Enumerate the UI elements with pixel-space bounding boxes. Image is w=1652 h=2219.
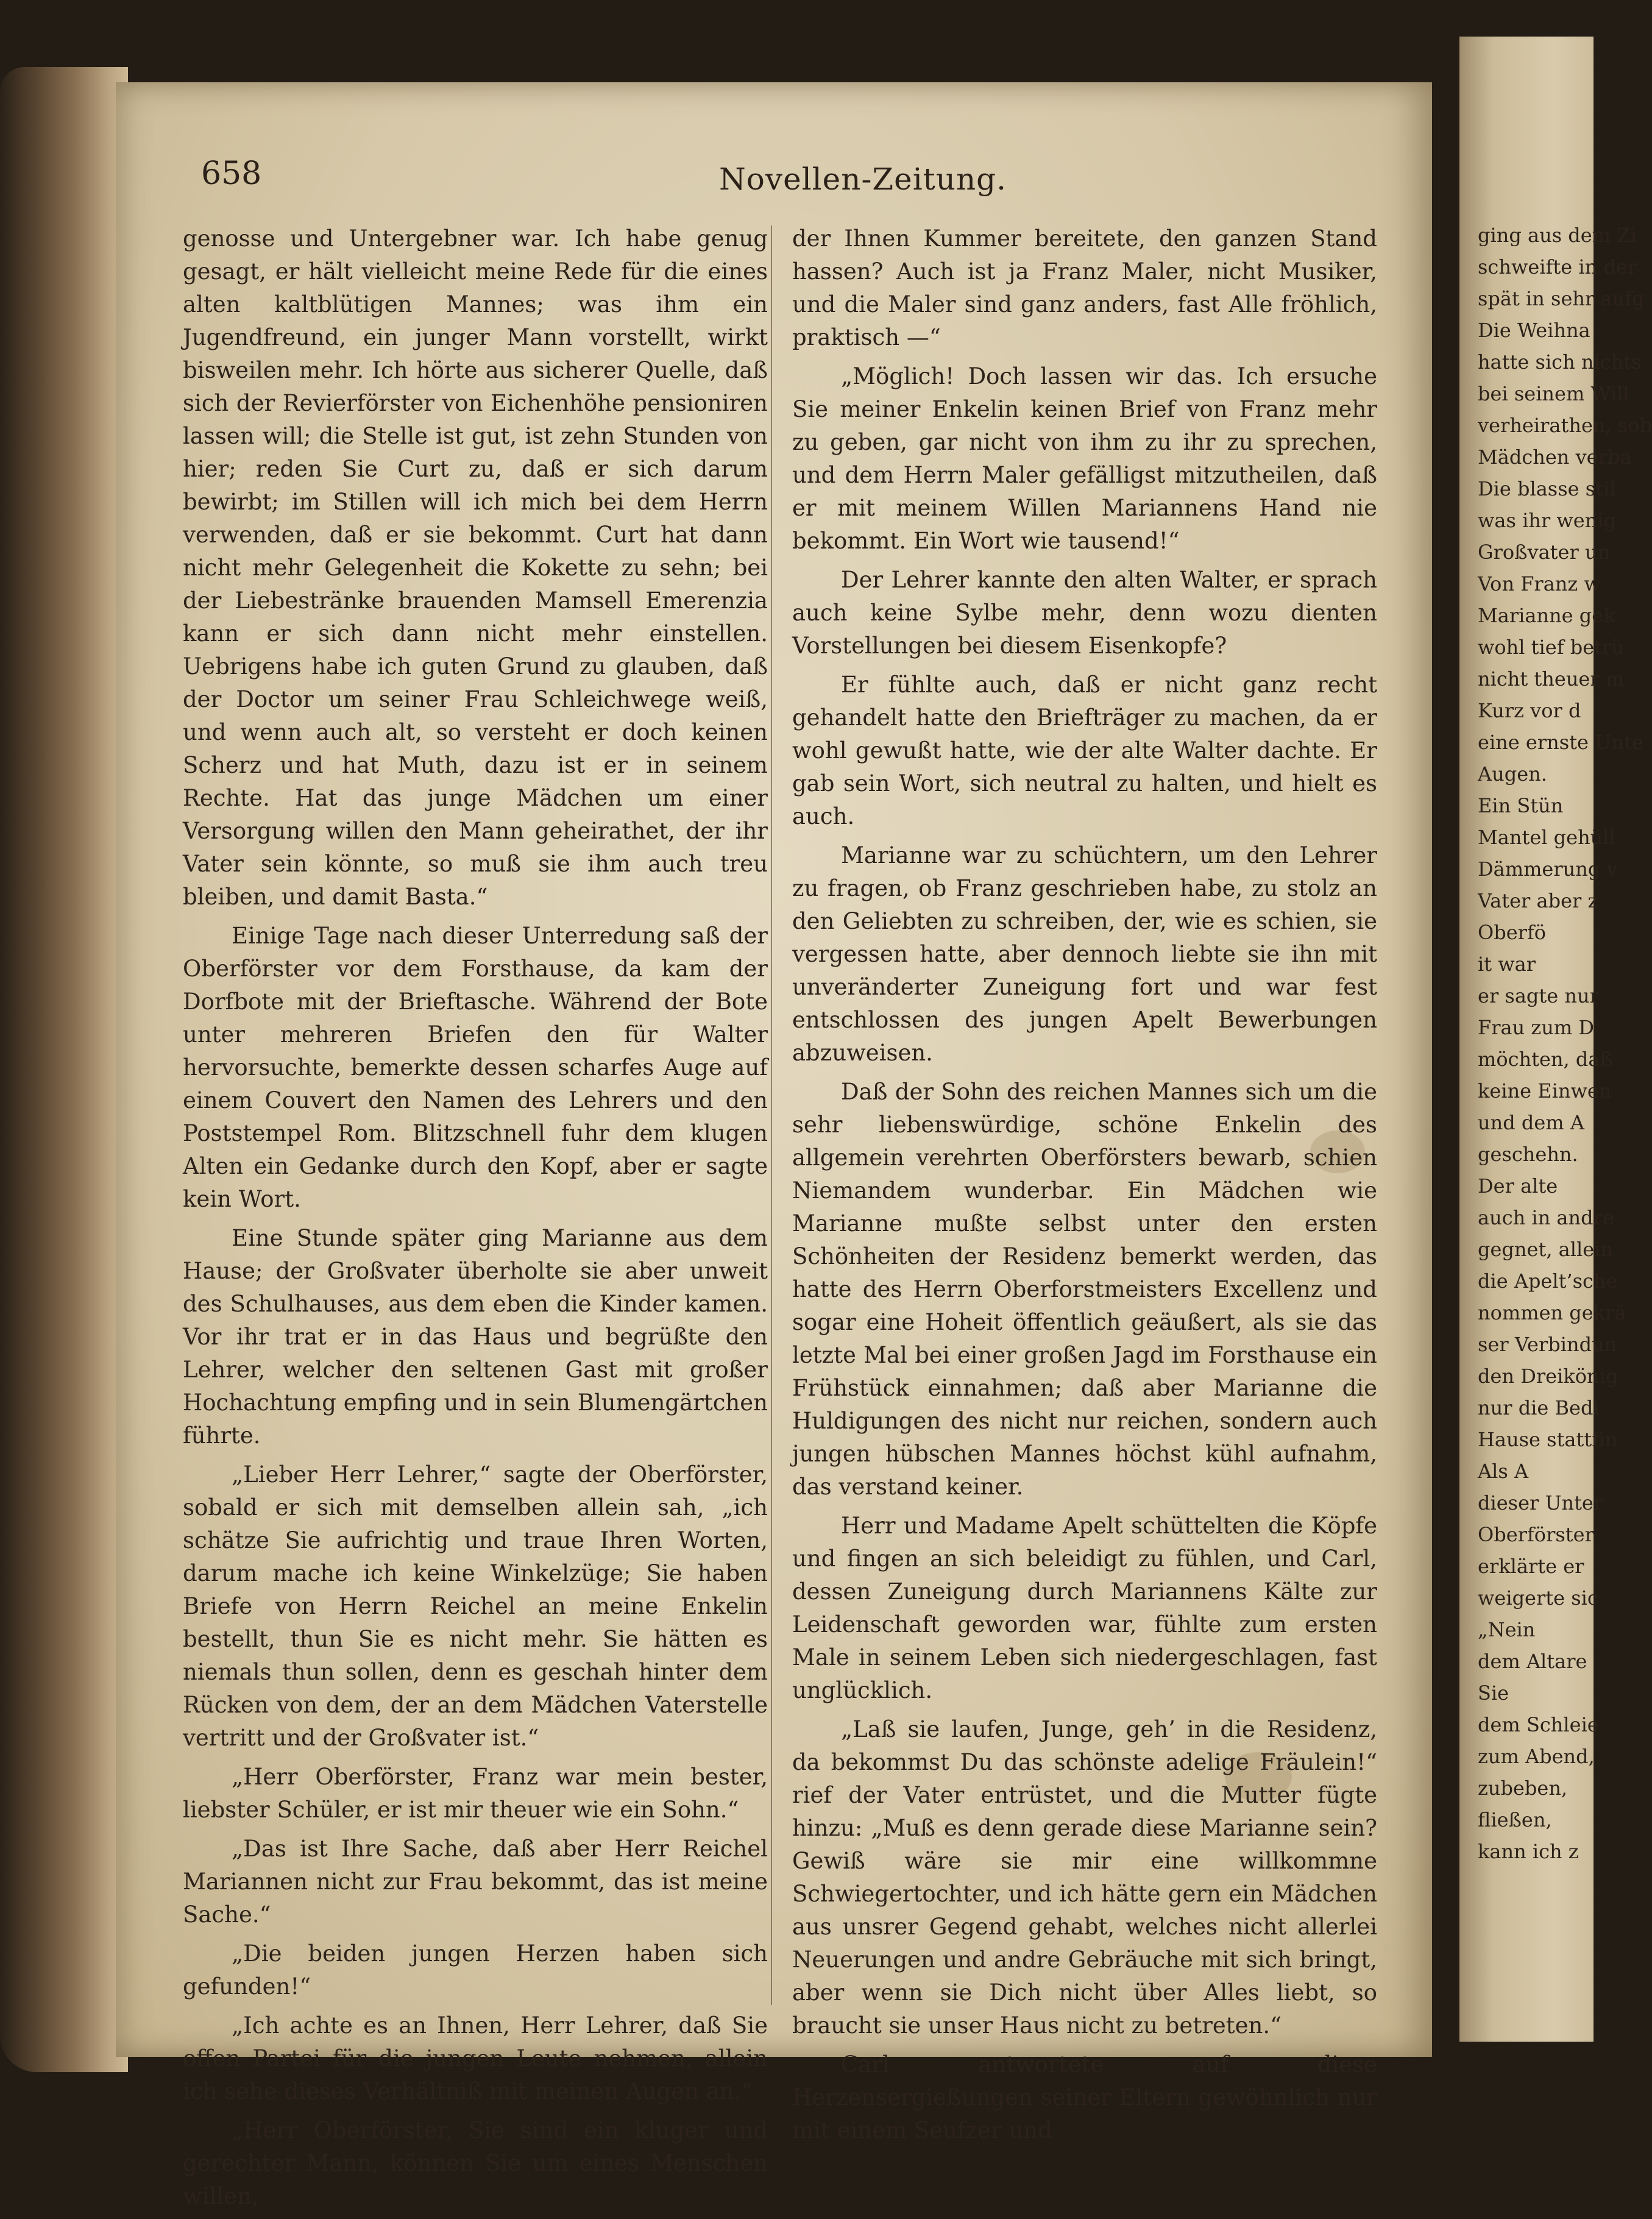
next-page-line: was ihr wenig [1478,509,1617,532]
next-page-line: dem Schleie [1478,1713,1599,1736]
paragraph: Er fühlte auch, daß er nicht ganz recht gehandelt hatte den Briefträger zu machen, da er wohl gewußt hatte, wie der alte Walter dachte. Er gab sein Wort, sich neutral zu halten, und hielt es auch. [792,672,1377,829]
next-page-line: bei seinem Will [1478,382,1629,405]
paragraph: „Ich achte es an Ihnen, Herr Lehrer, daß Sie offen Partei für die jungen Leute nehmen, allein ich sehe dieses Verhältniß mit meinen Augen an.“ [183,2012,768,2104]
next-page-line: fließen, [1478,1808,1552,1831]
right-column [792,222,1377,2153]
next-page-line: Als A [1478,1460,1529,1483]
book-page [116,82,1432,2209]
next-page-line: dem Altare [1478,1650,1587,1673]
next-page-line: Oberfö [1478,921,1547,944]
next-page-line: Ein Stün [1478,794,1564,817]
next-page-line: schweifte in der [1478,255,1637,279]
next-page-line: den Dreikönig [1478,1365,1618,1388]
next-page-line: Oberförster [1478,1523,1594,1546]
page-number: 658 [201,155,262,192]
paragraph: „Herr Oberförster, Sie sind ein kluger und gerechter Mann, können Sie um eines Menschen willen, [183,2117,768,2209]
book-spine [0,67,128,2072]
next-page-line: zubeben, [1478,1777,1568,1800]
next-page-line: nicht theuer m [1478,667,1625,691]
next-page-line: keine Einwen [1478,1079,1612,1102]
next-page-line: Großvater un [1478,541,1611,564]
next-page-line: und dem A [1478,1111,1584,1134]
next-page-line: Der alte [1478,1174,1558,1198]
next-page-line: nur die Bedi [1478,1396,1600,1419]
next-page-line: Von Franz w [1478,572,1601,595]
next-page-line: eine ernste Unte [1478,731,1643,754]
paragraph: „Die beiden jungen Herzen haben sich gefunden!“ [183,1940,768,2000]
next-page-line: die Apelt’sche [1478,1269,1618,1293]
next-page-line: gegnet, allein [1478,1238,1613,1261]
next-page-line: „Nein [1478,1618,1536,1641]
next-page-line: erklärte er [1478,1555,1584,1578]
next-page-line: verheirathen, sob [1478,414,1652,437]
next-page-line: ging aus dem Zi [1478,224,1637,247]
next-page-line: Die Weihna [1478,319,1590,342]
next-page-line: kann ich z [1478,1840,1579,1863]
next-page-edge [1459,37,1652,2042]
next-page-line: Marianne gek [1478,604,1615,627]
next-page-line: dieser Unter [1478,1491,1603,1514]
next-page-line: nommen gekrä [1478,1301,1626,1324]
next-page-line: Augen. [1478,762,1547,786]
paragraph: genosse und Untergebner war. Ich habe genug gesagt, er hält vielleicht meine Rede für die eines alten kaltblütigen Mannes; was ihm ein Jugendfreund, ein junger Mann vorstellt, wirkt bisweilen mehr. Ich hörte aus sicherer Quelle, daß sich der Revierförster von Eichenhöhe pensioniren lassen will; die Stelle ist gut, ist zehn Stunden von hier; reden Sie Curt zu, daß er sich darum bewirbt; im Stillen will ich mich bei dem Herrn verwenden, daß er sie bekommt. Curt hat dann nicht mehr Gelegenheit die Kokette zu sehn; bei der Liebestränke brauenden Mamsell Emerenzia kann er sich dann nicht mehr einstellen. Uebrigens habe ich guten Grund zu glauben, daß der Doctor um seiner Frau Schleichwege weiß, und wenn auch alt, so versteht er doch keinen Scherz und hat Muth, dazu ist er in seinem Rechte. Hat das junge Mädchen um einer Versorgung willen den Mann geheirathet, der ihr Vater sein könnte, so muß sie ihm auch treu bleiben, und damit Basta.“ [183,225,768,910]
next-page-line: ser Verbindun [1478,1333,1617,1356]
paragraph: „Das ist Ihre Sache, daß aber Herr Reichel Mariannen nicht zur Frau bekommt, das ist meine Sache.“ [183,1836,768,1928]
paragraph: Marianne war zu schüchtern, um den Lehrer zu fragen, ob Franz geschrieben habe, zu stolz an den Geliebten zu schreiben, der, wie es schien, sie vergessen hatte, aber dennoch liebte sie ihn mit unveränderter Zuneigung fort und war fest entschlossen des jungen Apelt Bewerbungen abzuweisen. [792,842,1377,1066]
running-title: Novellen-Zeitung. [719,162,1007,197]
next-page-line: möchten, daß [1478,1048,1613,1071]
next-page-line: Frau zum D [1478,1016,1594,1039]
paragraph: Carl antwortete auf diese Herzensergießungen seiner Eltern gewöhnlich nur mit einem Seufzer und [792,2051,1377,2143]
next-page-column [1478,219,1652,1867]
next-page-line: Hause stattfin [1478,1428,1618,1451]
left-column [183,222,768,2219]
paragraph: Daß der Sohn des reichen Mannes sich um die sehr liebenswürdige, schöne Enkelin des allgemein verehrten Oberförsters bewarb, schien Niemandem wunderbar. Ein Mädchen wie Marianne mußte selbst unter den ersten Schönheiten der Residenz bemerkt werden, das hatte des Herrn Oberforstmeisters Excellenz und sogar eine Hoheit öffentlich geäußert, als sie das letzte Mal bei einer großen Jagd im Forsthause ein Frühstück einnahmen; daß aber Marianne die Huldigungen des nicht nur reichen, sondern auch jungen hübschen Mannes höchst kühl aufnahm, das verstand keiner. [792,1079,1377,1500]
next-page-line: hatte sich nichts [1478,350,1642,374]
paragraph: Herr und Madame Apelt schüttelten die Köpfe und fingen an sich beleidigt zu fühlen, und Carl, dessen Zuneigung durch Mariannens Kälte zur Leidenschaft geworden war, fühlte zum ersten Male in seinem Leben sich niedergeschlagen, fast unglücklich. [792,1513,1377,1703]
next-page-line: geschehn. [1478,1143,1578,1166]
next-page-line: Mädchen verba [1478,446,1632,469]
next-page-line: weigerte sic [1478,1586,1598,1610]
next-page-line: Vater aber z [1478,889,1598,912]
next-page-line: it war [1478,953,1536,976]
next-page-line: Dämmerung v [1478,857,1618,881]
paragraph: „Herr Oberförster, Franz war mein bester, liebster Schüler, er ist mir theuer wie ein Sohn.“ [183,1764,768,1823]
paragraph: Der Lehrer kannte den alten Walter, er sprach auch keine Sylbe mehr, denn wozu dienten Vorstellungen bei diesem Eisenkopfe? [792,567,1377,659]
next-page-line: Die blasse stil [1478,477,1616,500]
paragraph: „Möglich! Doch lassen wir das. Ich ersuche Sie meiner Enkelin keinen Brief von Franz mehr zu geben, gar nicht von ihm zu ihr zu sprechen, und dem Herrn Maler gefälligst mitzutheilen, daß er mit meinem Willen Mariannens Hand nie bekommt. Ein Wort wie tausend!“ [792,363,1377,554]
next-page-line: spät in sehr aufg [1478,287,1645,310]
paragraph: „Laß sie laufen, Junge, geh’ in die Residenz, da bekommst Du das schönste adelige Fräulein!“ rief der Vater entrüstet, und die Mutter fügte hinzu: „Muß es denn gerade diese Marianne sein? Gewiß wäre sie mir eine willkommne Schwiegertochter, und ich hätte gern ein Mädchen aus unsrer Gegend gehabt, welches nicht allerlei Neuerungen und andre Gebräuche mit sich bringt, aber wenn sie Dich nicht über Alles liebt, so braucht sie unser Haus nicht zu betreten.“ [792,1716,1377,2039]
paragraph: Eine Stunde später ging Marianne aus dem Hause; der Großvater überholte sie aber unweit des Schulhauses, aus dem eben die Kinder kamen. Vor ihr trat er in das Haus und begrüßte den Lehrer, welcher den seltenen Gast mit großer Hochachtung empfing und in sein Blumengärtchen führte. [183,1225,768,1449]
next-page-line: zum Abend, [1478,1745,1595,1768]
next-page-line: Sie [1478,1681,1509,1705]
next-page-line: auch in andre [1478,1206,1614,1229]
next-page-line: Kurz vor d [1478,699,1581,722]
paragraph: „Lieber Herr Lehrer,“ sagte der Oberförster, sobald er sich mit demselben allein sah, „ich schätze Sie aufrichtig und traue Ihren Worten, darum mache ich keine Winkelzüge; Sie haben Briefe von Herrn Reichel an meine Enkelin bestellt, thun Sie es nicht mehr. Sie hätten es niemals thun sollen, denn es geschah hinter dem Rücken von dem, der an dem Mädchen Vaterstelle vertritt und der Großvater ist.“ [183,1461,768,1751]
page-header [116,155,1432,204]
paragraph: der Ihnen Kummer bereitete, den ganzen Stand hassen? Auch ist ja Franz Maler, nicht Musiker, und die Maler sind ganz anders, fast Alle fröhlich, praktisch —“ [792,225,1377,350]
next-page-line: Mantel gehüll [1478,826,1615,849]
next-page-line: wohl tief betrü [1478,636,1624,659]
next-page-line: er sagte nur [1478,984,1599,1007]
paragraph: Einige Tage nach dieser Unterredung saß der Oberförster vor dem Forsthause, da kam der Dorfbote mit der Brieftasche. Während der Bote unter mehreren Briefen den für Walter hervorsuchte, bemerkte dessen scharfes Auge auf einem Couvert den Namen des Lehrers und den Poststempel Rom. Blitzschnell fuhr dem klugen Alten ein Gedanke durch den Kopf, aber er sagte kein Wort. [183,923,768,1212]
column-divider [771,225,772,2005]
